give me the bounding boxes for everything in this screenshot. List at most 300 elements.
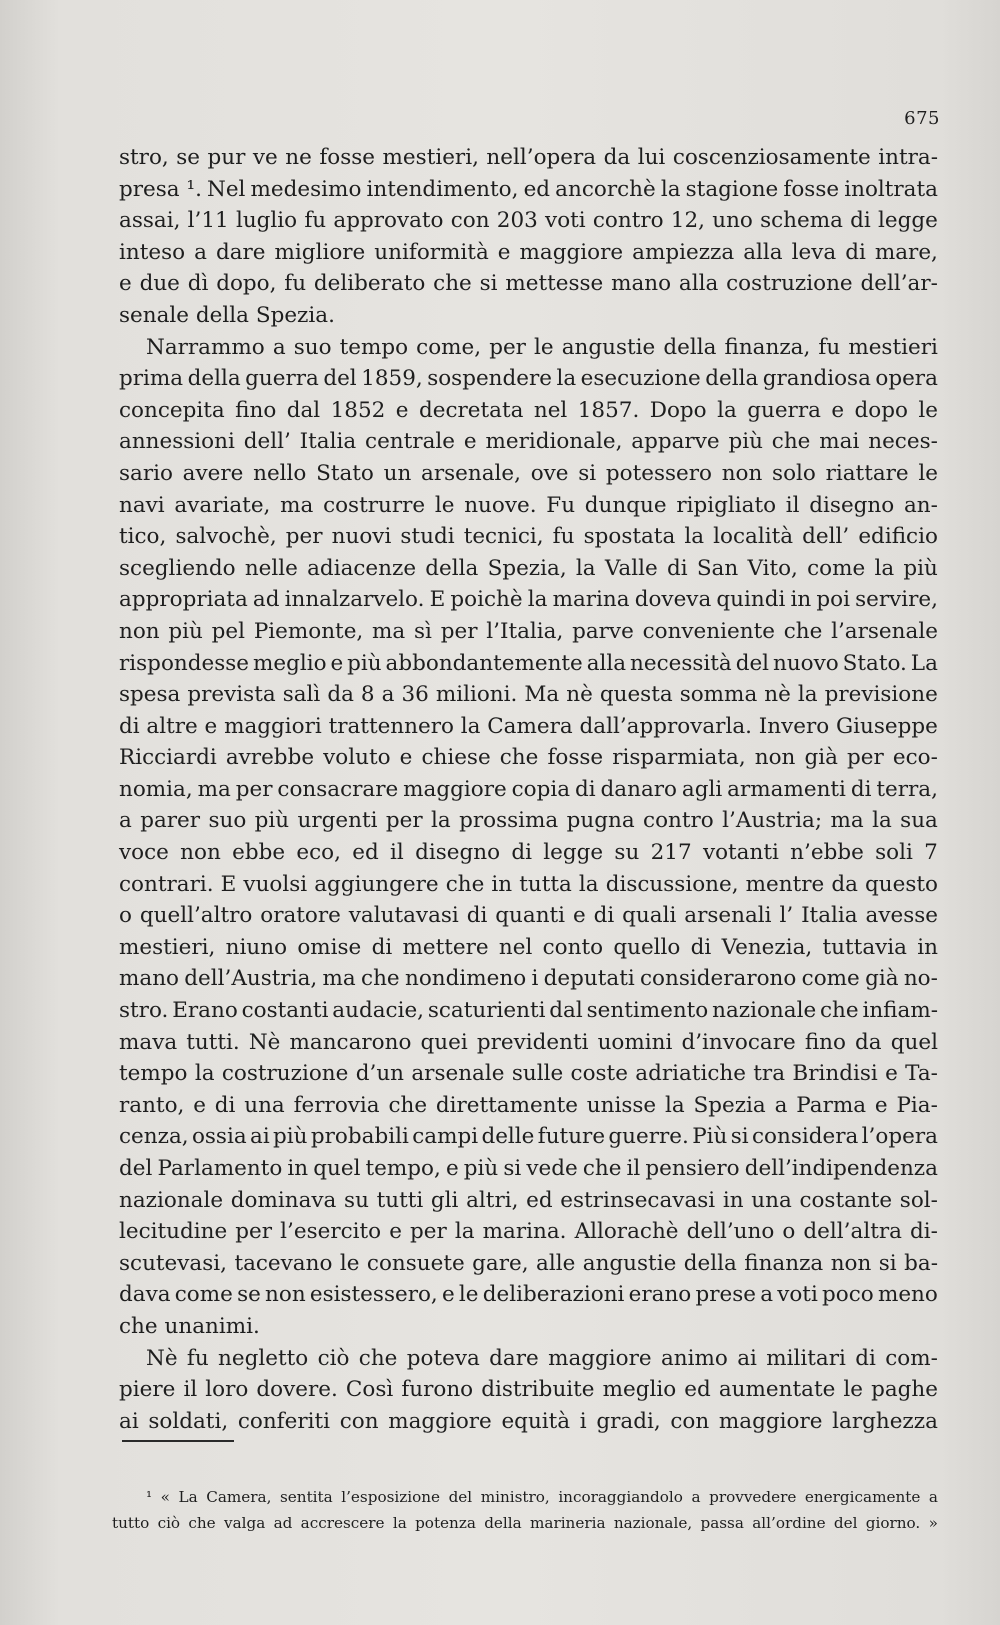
word: che xyxy=(358,1345,398,1371)
word: si xyxy=(503,1156,522,1181)
word: 217 xyxy=(650,840,692,866)
word: di xyxy=(690,934,712,960)
word: alla xyxy=(743,239,783,265)
text-line xyxy=(119,142,938,174)
word: di xyxy=(511,840,532,866)
word: sol- xyxy=(899,1187,938,1213)
word: il xyxy=(390,840,404,866)
word: angustie xyxy=(561,334,656,360)
word: legge xyxy=(543,840,604,866)
word: arsenale xyxy=(411,1061,505,1087)
word: necessità xyxy=(630,650,732,676)
word: ossia xyxy=(191,1124,247,1150)
word: intra- xyxy=(878,145,938,170)
word: stro. xyxy=(119,998,169,1024)
word: e xyxy=(399,745,413,771)
word: guerra xyxy=(747,397,821,423)
word: meglio xyxy=(602,1377,677,1403)
word: e xyxy=(441,1282,455,1308)
word: Nel xyxy=(207,176,246,202)
word: l’Austria; xyxy=(722,808,823,834)
word: tecnici, xyxy=(463,524,544,550)
word: 1857. xyxy=(577,397,640,423)
word: gli xyxy=(430,1187,459,1213)
word: Ta- xyxy=(905,1061,938,1087)
word: in xyxy=(287,1156,309,1181)
word: parer xyxy=(140,808,201,834)
text-line xyxy=(119,995,938,1027)
word: della xyxy=(705,366,759,392)
word: luglio xyxy=(235,208,298,234)
word: innalzarvelo. xyxy=(284,587,425,613)
word: ma xyxy=(197,776,231,802)
word: dominava xyxy=(230,1187,337,1213)
text-line xyxy=(119,1121,938,1153)
word: quali xyxy=(622,903,677,929)
word: 36 xyxy=(401,682,429,708)
word: arsenali xyxy=(684,903,772,929)
word: sentimento xyxy=(586,998,709,1024)
word: pensiero xyxy=(645,1156,740,1181)
word: più xyxy=(273,1124,308,1150)
word: direttamente xyxy=(435,1092,578,1118)
word: ma xyxy=(372,618,406,644)
word: nomia, xyxy=(119,776,193,802)
word: chiese xyxy=(421,745,491,771)
word: i xyxy=(579,1408,587,1434)
word: della xyxy=(425,555,479,581)
word: non xyxy=(721,460,763,486)
text-line xyxy=(119,1027,938,1059)
footnote-word: potenza xyxy=(415,1514,476,1532)
word: non xyxy=(265,1282,306,1308)
word: alle xyxy=(536,1250,576,1276)
footnote-word: passa xyxy=(700,1514,744,1532)
word: e xyxy=(330,650,344,676)
word: tuttavia xyxy=(822,934,907,960)
text-line xyxy=(119,869,938,901)
word: Piemonte, xyxy=(253,618,364,644)
word: o xyxy=(782,1219,796,1245)
text-line xyxy=(119,963,938,995)
word: delle xyxy=(481,1124,535,1150)
word: la xyxy=(717,397,737,423)
footnote-word: Camera, xyxy=(206,1488,272,1506)
word: mestieri, xyxy=(382,145,479,170)
text-line xyxy=(119,490,938,522)
word: legge xyxy=(878,208,938,234)
word: le xyxy=(918,460,938,486)
word: coste xyxy=(570,1061,628,1087)
word: dì xyxy=(187,271,209,297)
word: erano xyxy=(628,1282,692,1308)
word: tacevano xyxy=(234,1250,333,1276)
word: in xyxy=(917,934,938,960)
word: Allorachè xyxy=(574,1219,679,1245)
word: dovere. xyxy=(256,1377,338,1403)
word: meridionale, xyxy=(485,429,623,455)
word: medesimo xyxy=(250,176,362,202)
word: ed xyxy=(526,1187,553,1213)
word: concepita xyxy=(119,397,225,423)
word: di xyxy=(850,208,871,234)
word: appropriata xyxy=(119,587,248,613)
word: e xyxy=(497,239,511,265)
word: leva xyxy=(791,239,837,265)
word: l’11 xyxy=(187,208,229,234)
text-line xyxy=(119,932,938,964)
word: prossima xyxy=(459,808,559,834)
word: tutta xyxy=(519,871,572,897)
word: la xyxy=(684,524,705,550)
word: finanza, xyxy=(724,334,811,360)
word: nel xyxy=(498,934,533,960)
word: in xyxy=(491,871,513,897)
word: e xyxy=(389,1219,402,1245)
word: quel xyxy=(313,1156,361,1181)
word: una xyxy=(244,1092,285,1118)
footnote-word: ad xyxy=(273,1514,293,1532)
word: quello xyxy=(613,934,681,960)
word: potessero xyxy=(605,460,712,486)
word: da xyxy=(603,145,631,170)
word: poteva xyxy=(406,1345,480,1371)
word: non xyxy=(119,618,160,644)
word: le xyxy=(458,1282,479,1308)
word: a xyxy=(194,239,207,265)
word: non xyxy=(830,1250,872,1276)
word: prese xyxy=(695,1282,756,1308)
word: nuove. xyxy=(464,492,537,518)
footnote-word: accrescere xyxy=(300,1514,385,1532)
word: intendimento, xyxy=(366,176,519,202)
word: Stato xyxy=(316,460,374,486)
word: mestieri xyxy=(848,334,938,360)
word: mentre xyxy=(745,871,825,897)
word: che xyxy=(388,1092,428,1118)
footnote-line xyxy=(112,1510,938,1536)
footnote-word: del xyxy=(833,1514,858,1532)
word: di xyxy=(666,555,688,581)
word: aggiungere xyxy=(314,871,439,897)
word: non xyxy=(754,745,796,771)
word: per xyxy=(235,1219,273,1245)
word: 1859, xyxy=(361,366,423,392)
word: da xyxy=(831,871,858,897)
word: ma xyxy=(280,492,314,518)
word: esecuzione xyxy=(580,366,701,392)
text-line xyxy=(119,1279,938,1311)
word: Più xyxy=(692,1124,728,1150)
word: tempo, xyxy=(365,1156,441,1181)
word: la xyxy=(431,808,451,834)
word: sospendere xyxy=(427,366,553,392)
footnote-word: La xyxy=(178,1488,198,1506)
word: milioni. xyxy=(435,682,518,708)
word: che xyxy=(433,271,472,297)
word: del xyxy=(735,650,770,676)
word: fino xyxy=(804,1029,846,1055)
text-line xyxy=(119,774,938,806)
footnote-word: l’esposizione xyxy=(341,1488,441,1506)
word: gare, xyxy=(472,1250,529,1276)
word: estrinsecavasi xyxy=(560,1187,716,1213)
word: e xyxy=(885,1061,898,1087)
word: marina. xyxy=(482,1219,567,1245)
word: l’arsenale xyxy=(831,618,938,644)
word: eco- xyxy=(892,745,938,771)
word: Così xyxy=(345,1377,394,1403)
word: assai, xyxy=(119,208,181,234)
word: e xyxy=(874,1092,888,1118)
word: per xyxy=(410,1219,447,1245)
word: se xyxy=(176,145,200,170)
word: ai xyxy=(250,1124,270,1150)
word: arsenale, xyxy=(421,460,521,486)
word: la xyxy=(874,555,895,581)
text-line xyxy=(119,1090,938,1122)
word: pel xyxy=(211,618,246,644)
text-line xyxy=(119,332,938,364)
word: com- xyxy=(885,1345,938,1371)
word: come, xyxy=(416,334,482,360)
word: nè xyxy=(566,682,593,708)
word: ranto, xyxy=(119,1092,185,1118)
word: centrale xyxy=(365,429,455,455)
word: audacie, xyxy=(332,998,425,1024)
word: e xyxy=(204,713,218,739)
text-line xyxy=(119,742,938,774)
word: per xyxy=(285,524,323,550)
word: di xyxy=(845,239,866,265)
word: Fu xyxy=(546,492,576,518)
word: oratore xyxy=(260,903,341,929)
word: Invero xyxy=(758,713,830,739)
text-line xyxy=(119,174,938,206)
word: consuete xyxy=(366,1250,465,1276)
word: di xyxy=(574,776,596,802)
word: costruzione xyxy=(726,271,853,297)
word: 1852 xyxy=(330,397,386,423)
footnote-word: a xyxy=(691,1488,701,1506)
word: ciò xyxy=(317,1345,350,1371)
word: vede xyxy=(526,1156,578,1181)
word: poi xyxy=(816,587,850,613)
word: nello xyxy=(253,460,307,486)
word: discussione, xyxy=(605,871,739,897)
word: 203 xyxy=(496,208,538,234)
word: voluto xyxy=(323,745,391,771)
word: come xyxy=(801,966,860,992)
word: l’ xyxy=(779,903,794,929)
word: contrari. xyxy=(119,871,214,897)
word: La xyxy=(910,650,938,676)
word: poichè xyxy=(450,587,523,613)
word: uomini xyxy=(597,1029,673,1055)
word: prevista xyxy=(187,682,276,708)
word: ne xyxy=(285,145,312,170)
word: fino xyxy=(235,397,277,423)
word: tico, xyxy=(119,524,167,550)
word: Erano xyxy=(172,998,238,1024)
word: piere xyxy=(119,1377,176,1403)
word: nè xyxy=(764,682,791,708)
word: conto xyxy=(542,934,604,960)
word: con xyxy=(450,208,490,234)
word: dell’uno xyxy=(686,1219,775,1245)
word: nondimeno xyxy=(404,966,527,992)
word: si xyxy=(479,271,498,297)
word: mano xyxy=(119,966,179,992)
word: del xyxy=(323,366,357,392)
word: larghezza xyxy=(832,1408,938,1434)
word: il xyxy=(785,492,800,518)
word: se xyxy=(237,1282,261,1308)
word: questa xyxy=(599,682,673,708)
footnote-word: ministro, xyxy=(480,1488,550,1506)
word: nell’opera xyxy=(486,145,597,170)
word: altri, xyxy=(466,1187,519,1213)
word: sì xyxy=(414,618,432,644)
text-line xyxy=(119,1185,938,1217)
word: adriatiche xyxy=(635,1061,746,1087)
word: voti xyxy=(545,208,586,234)
word: e xyxy=(193,1092,206,1118)
word: Spezia, xyxy=(487,555,567,581)
word: mano xyxy=(611,271,672,297)
footnote-word: giorno. xyxy=(865,1514,921,1532)
word: non xyxy=(180,840,221,866)
word: una xyxy=(751,1187,792,1213)
word: e xyxy=(463,429,477,455)
word: finanza xyxy=(744,1250,824,1276)
word: a xyxy=(760,1282,774,1308)
word: urgenti xyxy=(297,808,378,834)
word: E xyxy=(429,587,446,613)
text-line xyxy=(119,268,938,300)
word: Valle xyxy=(604,555,658,581)
word: Stato. xyxy=(842,650,907,676)
word: dell’ xyxy=(243,429,291,455)
word: animo xyxy=(660,1345,728,1371)
text-line xyxy=(119,237,938,269)
word: sulle xyxy=(511,1061,564,1087)
word: già xyxy=(804,745,838,771)
text-line xyxy=(119,1248,938,1280)
footnote-word: tutto xyxy=(112,1514,150,1532)
footnote-word: nazionale, xyxy=(613,1514,693,1532)
word: a xyxy=(272,334,286,360)
word: unanimi. xyxy=(164,1313,260,1339)
word: Dopo xyxy=(649,397,707,423)
word: le xyxy=(534,334,554,360)
word: an- xyxy=(903,492,938,518)
word: deliberato xyxy=(313,271,426,297)
word: n’ebbe xyxy=(790,840,864,866)
word: presa ¹. xyxy=(119,176,202,202)
word: come xyxy=(807,555,866,581)
word: tutti xyxy=(376,1187,424,1213)
word: più xyxy=(168,618,203,644)
text-line xyxy=(119,1311,938,1343)
word: opera xyxy=(875,366,938,392)
word: avere xyxy=(182,460,244,486)
word: guerre. xyxy=(608,1124,689,1150)
word: uno xyxy=(712,208,753,234)
word: sua xyxy=(900,808,938,834)
word: salvochè, xyxy=(175,524,277,550)
word: dopo, xyxy=(216,271,277,297)
word: già xyxy=(865,966,899,992)
word: in xyxy=(790,587,812,613)
word: le xyxy=(434,492,455,518)
word: meno xyxy=(877,1282,938,1308)
word: con xyxy=(670,1408,710,1434)
word: abbondantemente xyxy=(385,650,583,676)
word: soli xyxy=(875,840,913,866)
word: questo xyxy=(864,871,938,897)
word: maggiore xyxy=(548,1345,652,1371)
word: la xyxy=(194,1061,215,1087)
word: tutti. xyxy=(186,1029,240,1055)
word: 7 xyxy=(924,840,938,866)
word: mava xyxy=(119,1029,178,1055)
word: ed xyxy=(352,840,379,866)
word: che xyxy=(361,966,400,992)
word: che xyxy=(119,1313,158,1339)
word: più xyxy=(254,808,290,834)
word: la xyxy=(664,1092,685,1118)
word: scaturienti xyxy=(427,998,546,1024)
word: esistessero, xyxy=(309,1282,438,1308)
word: consacrare xyxy=(277,776,399,802)
word: e xyxy=(572,903,586,929)
text-line xyxy=(119,616,938,648)
word: voce xyxy=(119,840,169,866)
text-line xyxy=(119,1406,938,1438)
word: scegliendo xyxy=(119,555,236,581)
word: di xyxy=(119,713,140,739)
word: i xyxy=(531,966,539,992)
text-line xyxy=(119,900,938,932)
word: stro, xyxy=(119,145,169,170)
word: fu xyxy=(284,271,307,297)
word: eco, xyxy=(296,840,341,866)
word: equità xyxy=(501,1408,571,1434)
word: Pia- xyxy=(896,1092,938,1118)
word: trattennero xyxy=(328,713,454,739)
word: costanti xyxy=(241,998,329,1024)
word: terra, xyxy=(876,776,938,802)
word: copia xyxy=(511,776,571,802)
word: ma xyxy=(322,966,356,992)
word: negletto xyxy=(218,1345,309,1371)
word: approvato xyxy=(333,208,444,234)
footnote-word: valga xyxy=(223,1514,266,1532)
text-line xyxy=(119,1153,938,1185)
word: sario xyxy=(119,460,173,486)
footnote-word: della xyxy=(484,1514,522,1532)
word: ai xyxy=(119,1408,139,1434)
word: Ma xyxy=(524,682,560,708)
word: con xyxy=(339,1408,379,1434)
word: inoltrata xyxy=(844,176,938,202)
word: come xyxy=(174,1282,233,1308)
word: nazionale xyxy=(712,998,817,1024)
word: Narrammo xyxy=(146,334,265,360)
word: del xyxy=(119,1156,153,1181)
word: Italia xyxy=(299,429,357,455)
